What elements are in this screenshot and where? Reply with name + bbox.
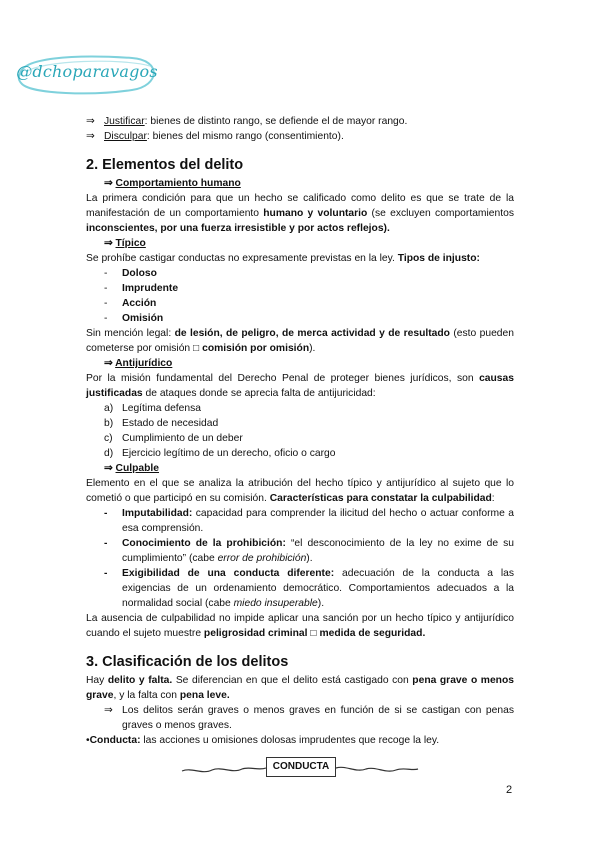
subheading-antijuridico bbox=[86, 356, 514, 371]
list-item: - Doloso bbox=[86, 266, 514, 281]
list-tipos-injusto bbox=[86, 266, 514, 326]
paragraph-comportamiento: La primera condición para que un hecho se calificado como delito es que se trate de la manifestación de un comportamiento humano y voluntario (se excluyen comportamientos inconscientes, por una fuerza irresistible y por actos reflejos). bbox=[86, 193, 514, 234]
arrow-icon: ⇒ bbox=[104, 463, 113, 474]
list-item: c) Cumplimiento de un deber bbox=[104, 433, 243, 444]
arrow-icon: ⇒ bbox=[104, 358, 113, 369]
paragraph-ausencia-culpabilidad: La ausencia de culpabilidad no impide aplicar una sanción por un hecho típico y antijurídico cuando el sujeto muestre peligrosidad criminal □ medida de seguridad. bbox=[86, 613, 514, 639]
subheading-label: Antijurídico bbox=[115, 358, 173, 369]
section-title-elementos: 2. Elementos del delito bbox=[86, 157, 244, 173]
list-item: - Imputabilidad: capacidad para comprender la ilicitud del hecho o actuar conforme a esa comprensión. bbox=[86, 506, 514, 536]
paragraph-antijuridico: Por la misión fundamental del Derecho Penal de proteger bienes jurídicos, son causas justificadas de ataques donde se aprecia falta de antijuricidad: bbox=[86, 373, 514, 399]
subheading-tipico bbox=[86, 236, 514, 251]
subheading-label: Comportamiento humano bbox=[115, 178, 241, 189]
subheading-label: Culpable bbox=[115, 463, 159, 474]
square-symbol: □ bbox=[193, 343, 200, 354]
definition: : bienes de distinto rango, se defiende el de mayor rango. bbox=[144, 116, 408, 127]
subheading-label: Típico bbox=[115, 238, 146, 249]
square-symbol: □ bbox=[310, 628, 317, 639]
arrow-icon: ⇒ bbox=[104, 238, 113, 249]
subheading-culpable bbox=[86, 461, 514, 476]
arrow-icon: ⇒ bbox=[86, 131, 95, 142]
list-item: a) Legítima defensa bbox=[104, 403, 201, 414]
logo-text: @dchoparavagos bbox=[16, 62, 158, 81]
section-title-clasificacion: 3. Clasificación de los delitos bbox=[86, 654, 289, 670]
subheading-comportamiento bbox=[86, 176, 514, 191]
list-item: - Acción bbox=[86, 296, 514, 311]
intro-item-justificar bbox=[86, 114, 514, 129]
paragraph-conducta: •Conducta: las acciones u omisiones dolosas imprudentes que recoge la ley. bbox=[86, 735, 440, 746]
list-item: - Imprudente bbox=[86, 281, 514, 296]
page-content bbox=[86, 114, 514, 748]
paragraph-culpable: Elemento en el que se analiza la atribución del hecho típico y antijurídico al sujeto que lo cometió o que participó en su comisión. Características para constatar la culpabilidad: bbox=[86, 478, 514, 504]
term: Disculpar bbox=[104, 131, 147, 142]
conducta-label: CONDUCTA bbox=[266, 757, 336, 777]
list-item: - Exigibilidad de una conducta diferente: adecuación de la conducta a las exigencias de un ordenamiento democrático. Comportamientos adecuados a la normalidad social (cabe miedo insuperable). bbox=[86, 566, 514, 611]
paragraph-clasificacion: Hay delito y falta. Se diferencian en que el delito está castigado con pena grave o menos grave, y la falta con pena leve. bbox=[86, 675, 514, 701]
list-caracteristicas-culpabilidad bbox=[86, 506, 514, 611]
list-item: d) Ejercicio legítimo de un derecho, oficio o cargo bbox=[104, 448, 336, 459]
list-causas-justificadas bbox=[86, 401, 514, 461]
list-item: - Omisión bbox=[86, 311, 514, 326]
paragraph-tipico: Se prohíbe castigar conductas no expresamente previstas en la ley. Tipos de injusto: bbox=[86, 253, 480, 264]
list-item: - Conocimiento de la prohibición: “el desconocimiento de la ley no exime de su cumplimiento” (cabe error de prohibición). bbox=[86, 536, 514, 566]
list-item: b) Estado de necesidad bbox=[104, 418, 219, 429]
definition: : bienes del mismo rango (consentimiento). bbox=[146, 131, 344, 142]
conducta-decoration bbox=[180, 755, 420, 781]
page-number: 2 bbox=[506, 784, 513, 796]
intro-item-disculpar bbox=[86, 129, 514, 144]
term: Justificar bbox=[104, 116, 145, 127]
arrow-icon: ⇒ bbox=[104, 705, 113, 716]
arrow-icon: ⇒ bbox=[104, 178, 113, 189]
bullet: • bbox=[86, 735, 90, 746]
arrow-item-graves bbox=[86, 703, 514, 733]
paragraph-mencion-legal: Sin mención legal: de lesión, de peligro, de merca actividad y de resultado (esto pueden cometerse por omisión □ comisión por omisión). bbox=[86, 328, 514, 354]
arrow-item-text: Los delitos serán graves o menos graves en función de si se castigan con penas graves o menos graves. bbox=[122, 705, 514, 731]
logo bbox=[12, 50, 162, 98]
arrow-icon: ⇒ bbox=[86, 116, 95, 127]
